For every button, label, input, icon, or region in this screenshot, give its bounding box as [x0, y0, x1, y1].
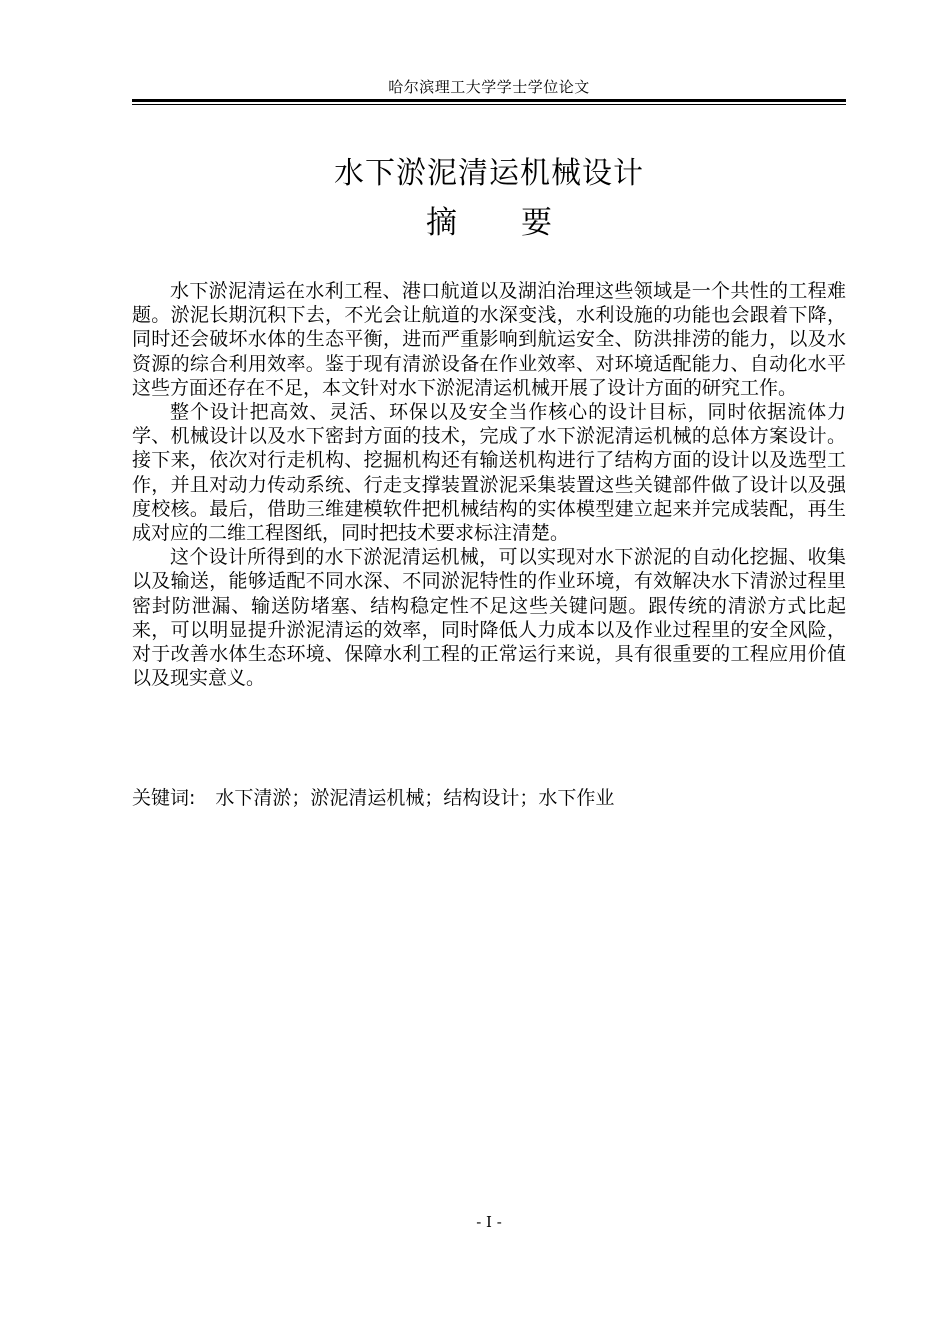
- running-header: 哈尔滨理工大学学士学位论文: [388, 78, 590, 96]
- header-rule-thick: [132, 99, 846, 102]
- abstract-paragraph-2: 整个设计把高效、灵活、环保以及安全当作核心的设计目标，同时依据流体力学、机械设计以及水下密封方面的技术，完成了水下淤泥清运机械的总体方案设计。接下来，依次对行走机构、挖掘机构还有输送机构进行了结构方面的设计以及选型工作，并且对动力传动系统、行走支撑装置淤泥采集装置这些关键部件做了设计以及强度校核。最后，借助三维建模软件把机械结构的实体模型建立起来并完成装配，再生成对应的二维工程图纸，同时把技术要求标注清楚。: [132, 401, 846, 545]
- abstract-paragraph-3: 这个设计所得到的水下淤泥清运机械，可以实现对水下淤泥的自动化挖掘、收集以及输送，能够适配不同水深、不同淤泥特性的作业环境，有效解决水下清淤过程里密封防泄漏、输送防堵塞、结构稳定性不足这些关键问题。跟传统的清淤方式比起来，可以明显提升淤泥清运的效率，同时降低人力成本以及作业过程里的安全风险，对于改善水体生态环境、保障水利工程的正常运行来说，具有很重要的工程应用价值以及现实意义。: [132, 546, 846, 690]
- header-rule-thin: [132, 104, 846, 105]
- abstract-heading: [132, 200, 846, 246]
- abstract-paragraph-1: 水下淤泥清运在水利工程、港口航道以及湖泊治理这些领域是一个共性的工程难题。淤泥长期沉积下去，不光会让航道的水深变浅，水利设施的功能也会跟着下降，同时还会破坏水体的生态平衡，进而严重影响到航运安全、防洪排涝的能力，以及水资源的综合利用效率。鉴于现有清淤设备在作业效率、对环境适配能力、自动化水平这些方面还存在不足，本文针对水下淤泥清运机械开展了设计方面的研究工作。: [132, 280, 846, 399]
- page-number: - I -: [476, 1213, 502, 1231]
- thesis-title: 水下淤泥清运机械设计: [334, 156, 644, 191]
- keywords-line: [132, 786, 846, 810]
- abstract-body: [132, 279, 846, 690]
- keywords-label: 关键词:: [132, 787, 196, 809]
- abstract-heading-char-2: 要: [521, 205, 552, 241]
- keywords-text: 水下清淤；淤泥清运机械；结构设计；水下作业: [215, 787, 615, 809]
- abstract-heading-char-1: 摘: [426, 205, 457, 241]
